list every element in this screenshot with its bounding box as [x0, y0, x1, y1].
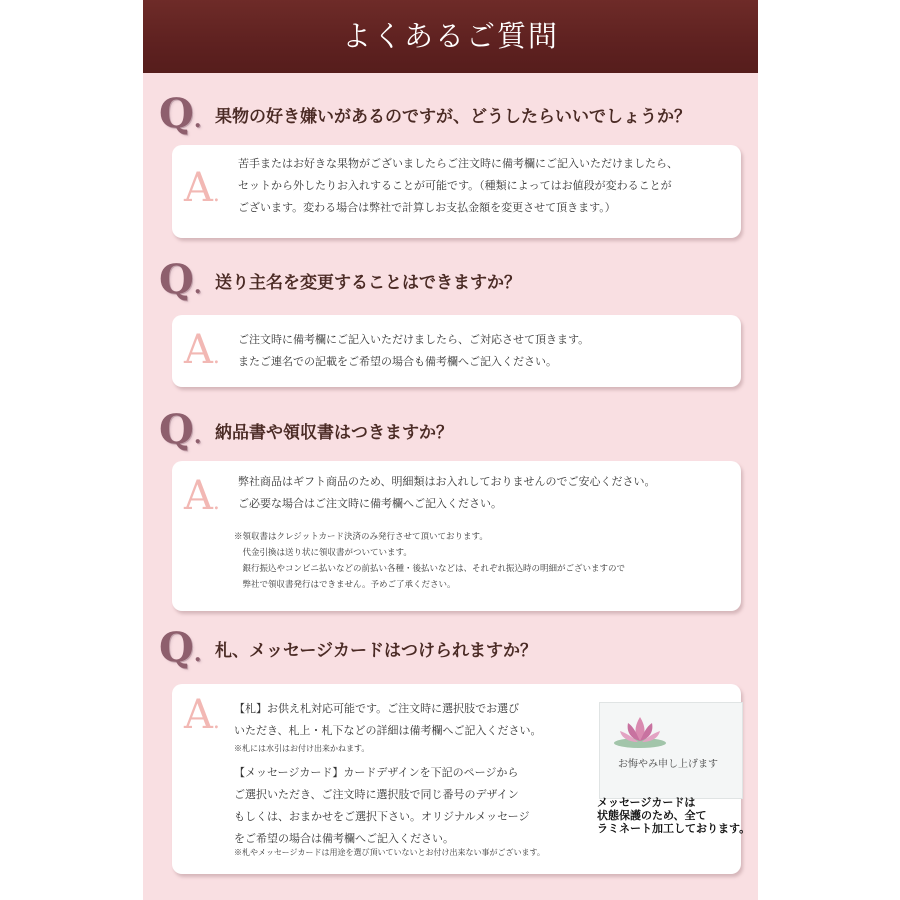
message-card-sample-text: お悔やみ申し上げます: [618, 759, 718, 770]
fuda-note: ※札には水引はお付け出来かねます。: [234, 744, 370, 753]
lotus-icon: [610, 709, 670, 749]
answer-text: 弊社商品はギフト商品のため、明細類はお入れしておりませんのでご安心ください。 ご必要な場合はご注文時に備考欄へご記入ください。: [238, 475, 656, 510]
faq-page: [143, 0, 758, 900]
a-mark: A.: [184, 473, 220, 519]
receipt-notes: ※領収書はクレジットカード決済のみ発行させて頂いております。 代金引換は送り状に領収書がついています。 銀行振込やコンビニ払いなどの前払い各種・後払いなどは、それぞれ振込時の明細がございますので 弊社で領収書発行はできません。予めご了承ください。: [234, 532, 626, 590]
question-text: 札、メッセージカードはつけられますか？: [215, 641, 537, 661]
message-card-sample-image: [599, 702, 743, 799]
q-mark: Q.: [159, 624, 202, 671]
message-card-caption: メッセージカードは 状態保護のため、全て ラミネート加工しております。: [597, 796, 751, 835]
q-mark: Q.: [159, 406, 202, 453]
page-title: よくあるご質問: [143, 0, 758, 73]
answer-fuda-text: 【札】お供え札対応可能です。ご注文時に選択肢でお選び いただき、札上・札下などの詳細は備考欄へご記入ください。: [234, 702, 542, 737]
answer-card-1: [172, 145, 741, 238]
answer-message-card-text: 【メッセージカード】カードデザインを下記のページから ご選択いただき、ご注文時に選択肢で同じ番号のデザイン もしくは、おまかせをご選択下さい。オリジナルメッセージ をご希望の場合は備考欄へご記入ください。: [234, 766, 530, 845]
message-card-note: ※札やメッセージカードは用途を選び頂いていないとお付け出来ない事がございます。: [234, 848, 545, 857]
answer-text: 苦手またはお好きな果物がございましたらご注文時に備考欄にご記入いただけましたら、 セットから外したりお入れすることが可能です。（種類によってはお値段が変わることが ございます。変わる場合は弊社で計算しお支払金額を変更させて頂きます。）: [238, 157, 678, 214]
q-mark: Q.: [159, 90, 202, 137]
answer-card-3: [172, 461, 741, 611]
question-text: 送り主名を変更することはできますか？: [215, 273, 521, 293]
question-text: 果物の好き嫌いがあるのですが、どうしたらいいでしょうか？: [215, 107, 691, 127]
q-mark: Q.: [159, 256, 202, 303]
a-mark: A.: [184, 692, 220, 738]
answer-card-4: [172, 684, 751, 874]
a-mark: A.: [184, 165, 220, 211]
answer-card-2: [172, 315, 741, 387]
a-mark: A.: [184, 327, 220, 373]
answer-text: ご注文時に備考欄にご記入いただけましたら、ご対応させて頂きます。 またご連名での記載をご希望の場合も備考欄へご記入ください。: [238, 333, 590, 368]
question-text: 納品書や領収書はつきますか？: [215, 423, 453, 443]
